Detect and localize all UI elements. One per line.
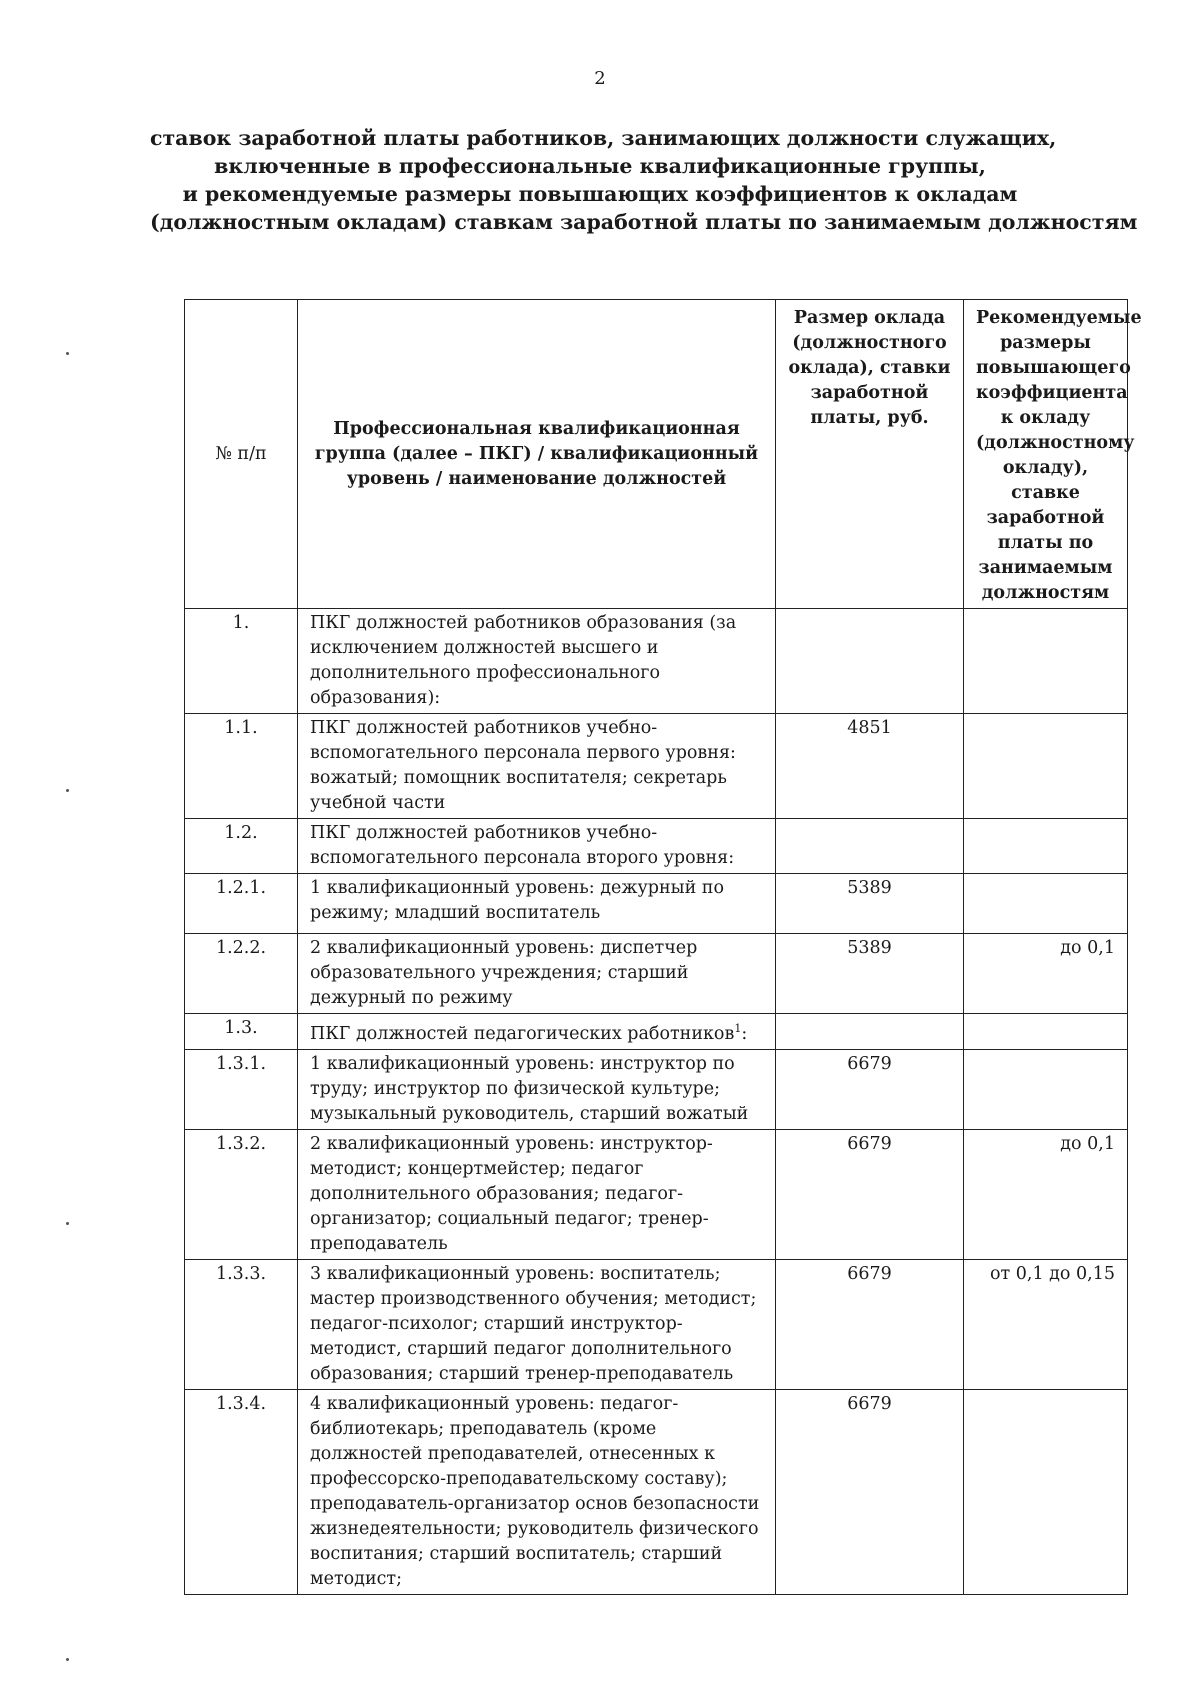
table-row xyxy=(185,1389,1128,1594)
row-salary xyxy=(776,819,964,874)
row-text: 2 квалификационный уровень: диспетчер образовательного учреждения; старший дежурный по режиму xyxy=(298,934,776,1014)
row-text xyxy=(298,1014,776,1050)
row-salary xyxy=(776,1014,964,1050)
header-salary: Размер оклада (должностного оклада), ставки заработной платы, руб. xyxy=(776,300,964,609)
row-salary: 5389 xyxy=(776,874,964,934)
table-row xyxy=(185,1014,1128,1050)
row-coef xyxy=(964,1049,1128,1129)
footnote-mark: 1 xyxy=(734,1022,742,1035)
row-num: 1.3.1. xyxy=(185,1049,298,1129)
row-coef xyxy=(964,874,1128,934)
row-salary: 6679 xyxy=(776,1049,964,1129)
table-header-row xyxy=(185,300,1128,609)
row-coef xyxy=(964,819,1128,874)
row-num: 1.3.3. xyxy=(185,1259,298,1389)
row-coef xyxy=(964,1389,1128,1594)
row-num: 1.3.2. xyxy=(185,1129,298,1259)
table-row xyxy=(185,1259,1128,1389)
margin-mark xyxy=(66,789,69,792)
row-coef xyxy=(964,1014,1128,1050)
row-salary: 6679 xyxy=(776,1129,964,1259)
document-heading xyxy=(150,124,1138,236)
margin-mark xyxy=(66,352,69,355)
page-number: 2 xyxy=(594,68,606,89)
row-text: 4 квалификационный уровень: педагог-библиотекарь; преподаватель (кроме должностей преподавателей, отнесенных к профессорско-преподавательскому составу); преподаватель-организатор основ безопасности жизнедеятельности; руководитель физического воспитания; старший воспитатель; старший методист; xyxy=(298,1389,776,1594)
row-text: ПКГ должностей работников учебно-вспомогательного персонала второго уровня: xyxy=(298,819,776,874)
header-num: № п/п xyxy=(185,300,298,609)
row-salary: 6679 xyxy=(776,1389,964,1594)
row-coef: до 0,1 xyxy=(964,1129,1128,1259)
row-text: 1 квалификационный уровень: дежурный по режиму; младший воспитатель xyxy=(298,874,776,934)
table-row xyxy=(185,819,1128,874)
heading-line: и рекомендуемые размеры повышающих коэффициентов к окладам xyxy=(182,182,1018,206)
heading-line: ставок заработной платы работников, занимающих должности служащих, xyxy=(150,126,1057,150)
row-salary: 4851 xyxy=(776,714,964,819)
row-coef: до 0,1 xyxy=(964,934,1128,1014)
row-salary: 6679 xyxy=(776,1259,964,1389)
row-num: 1.3.4. xyxy=(185,1389,298,1594)
heading-line: (должностным окладам) ставкам заработной платы по занимаемым должностям xyxy=(150,210,1138,234)
row-text: ПКГ должностей работников учебно-вспомогательного персонала первого уровня: вожатый; помощник воспитателя; секретарь учебной части xyxy=(298,714,776,819)
header-group: Профессиональная квалификационная группа (далее – ПКГ) / квалификационный уровень / наименование должностей xyxy=(298,300,776,609)
table-row xyxy=(185,934,1128,1014)
header-coef: Рекомендуемые размеры повышающего коэффициента к окладу (должностному окладу), ставке заработной платы по занимаемым должностям xyxy=(964,300,1128,609)
row-salary xyxy=(776,609,964,714)
margin-mark xyxy=(66,1222,69,1225)
row-salary: 5389 xyxy=(776,934,964,1014)
salary-table xyxy=(184,299,1142,1595)
table-row xyxy=(185,714,1128,819)
row-num: 1.2.1. xyxy=(185,874,298,934)
table-row xyxy=(185,609,1128,714)
table-row xyxy=(185,1129,1128,1259)
row-num: 1.3. xyxy=(185,1014,298,1050)
row-text: 1 квалификационный уровень: инструктор по труду; инструктор по физической культуре; музыкальный руководитель, старший вожатый xyxy=(298,1049,776,1129)
row-coef: от 0,1 до 0,15 xyxy=(964,1259,1128,1389)
row-coef xyxy=(964,609,1128,714)
row-text-suffix: : xyxy=(741,1023,748,1044)
table-row xyxy=(185,1049,1128,1129)
row-coef xyxy=(964,714,1128,819)
row-num: 1.1. xyxy=(185,714,298,819)
row-num: 1. xyxy=(185,609,298,714)
table-row xyxy=(185,874,1128,934)
row-num: 1.2.2. xyxy=(185,934,298,1014)
margin-mark xyxy=(66,1658,69,1661)
row-num: 1.2. xyxy=(185,819,298,874)
row-text: 3 квалификационный уровень: воспитатель; мастер производственного обучения; методист; педагог-психолог; старший инструктор-методист, старший педагог дополнительного образования; старший тренер-преподаватель xyxy=(298,1259,776,1389)
row-text: ПКГ должностей работников образования (за исключением должностей высшего и дополнительного профессионального образования): xyxy=(298,609,776,714)
row-text-main: ПКГ должностей педагогических работников xyxy=(310,1023,735,1044)
heading-line: включенные в профессиональные квалификационные группы, xyxy=(214,154,986,178)
row-text: 2 квалификационный уровень: инструктор-методист; концертмейстер; педагог дополнительного образования; педагог-организатор; социальный педагог; тренер-преподаватель xyxy=(298,1129,776,1259)
